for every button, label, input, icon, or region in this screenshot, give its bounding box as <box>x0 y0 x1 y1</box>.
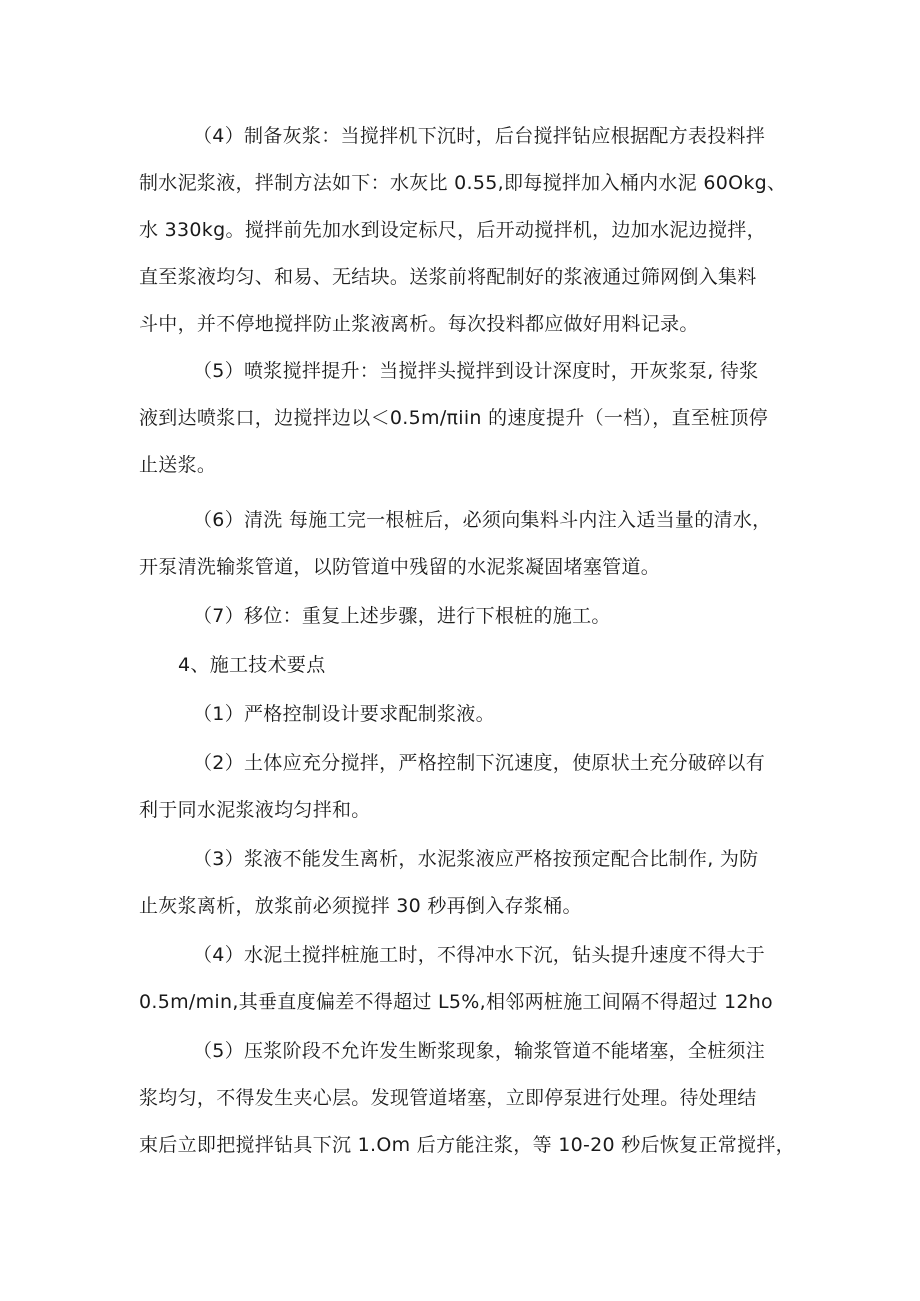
text-line: （4）制备灰浆：当搅拌机下沉时，后台搅拌钻应根据配方表投料拌 <box>193 125 766 147</box>
text-line: 直至浆液均匀、和易、无结块。送浆前将配制好的浆液通过筛网倒入集料 <box>139 266 757 288</box>
text-line: （5）喷浆搅拌提升：当搅拌头搅拌到设计深度时，开灰浆泵, 待浆 <box>193 360 759 382</box>
text-line: 制水泥浆液，拌制方法如下：水灰比 0.55,即每搅拌加入桶内水泥 60Okg、 <box>139 172 787 194</box>
text-line: 水 330kg。搅拌前先加水到设定标尺，后开动搅拌机，边加水泥边搅拌， <box>139 219 766 241</box>
text-line: 止灰浆离析，放浆前必须搅拌 30 秒再倒入存浆桶。 <box>139 895 582 917</box>
text-line: 浆均匀，不得发生夹心层。发现管道堵塞，立即停泵进行处理。待处理结 <box>139 1087 757 1109</box>
text-line: （4）水泥土搅拌桩施工时，不得冲水下沉，钻头提升速度不得大于 <box>193 944 766 966</box>
text-line: （5）压浆阶段不允许发生断浆现象，输浆管道不能堵塞，全桩须注 <box>193 1040 766 1062</box>
text-line: （3）浆液不能发生离析，水泥浆液应严格按预定配合比制作, 为防 <box>193 848 759 870</box>
text-line: 束后立即把搅拌钻具下沉 1.Om 后方能注浆，等 10-20 秒后恢复正常搅拌， <box>139 1134 795 1156</box>
text-line: 止送浆。 <box>139 454 217 476</box>
text-line: （1）严格控制设计要求配制浆液。 <box>193 703 495 725</box>
text-line: 开泵清洗输浆管道，以防管道中残留的水泥浆凝固堵塞管道。 <box>139 556 661 578</box>
text-line: （7）移位：重复上述步骤，进行下根桩的施工。 <box>193 605 611 627</box>
section-heading: 4、施工技术要点 <box>178 654 326 676</box>
text-line: 0.5m∕min,其垂直度偏差不得超过 L5%,相邻两桩施工间隔不得超过 12ho <box>139 991 773 1013</box>
text-line: （2）土体应充分搅拌，严格控制下沉速度，使原状土充分破碎以有 <box>193 752 766 774</box>
text-line: 液到达喷浆口，边搅拌边以＜0.5m∕πiin 的速度提升（一档），直至桩顶停 <box>139 407 769 429</box>
text-line: （6）清洗 每施工完一根桩后，必须向集料斗内注入适当量的清水， <box>193 509 772 531</box>
text-line: 斗中，并不停地搅拌防止浆液离析。每次投料都应做好用料记录。 <box>139 313 699 335</box>
text-line: 利于同水泥浆液均匀拌和。 <box>139 799 371 821</box>
